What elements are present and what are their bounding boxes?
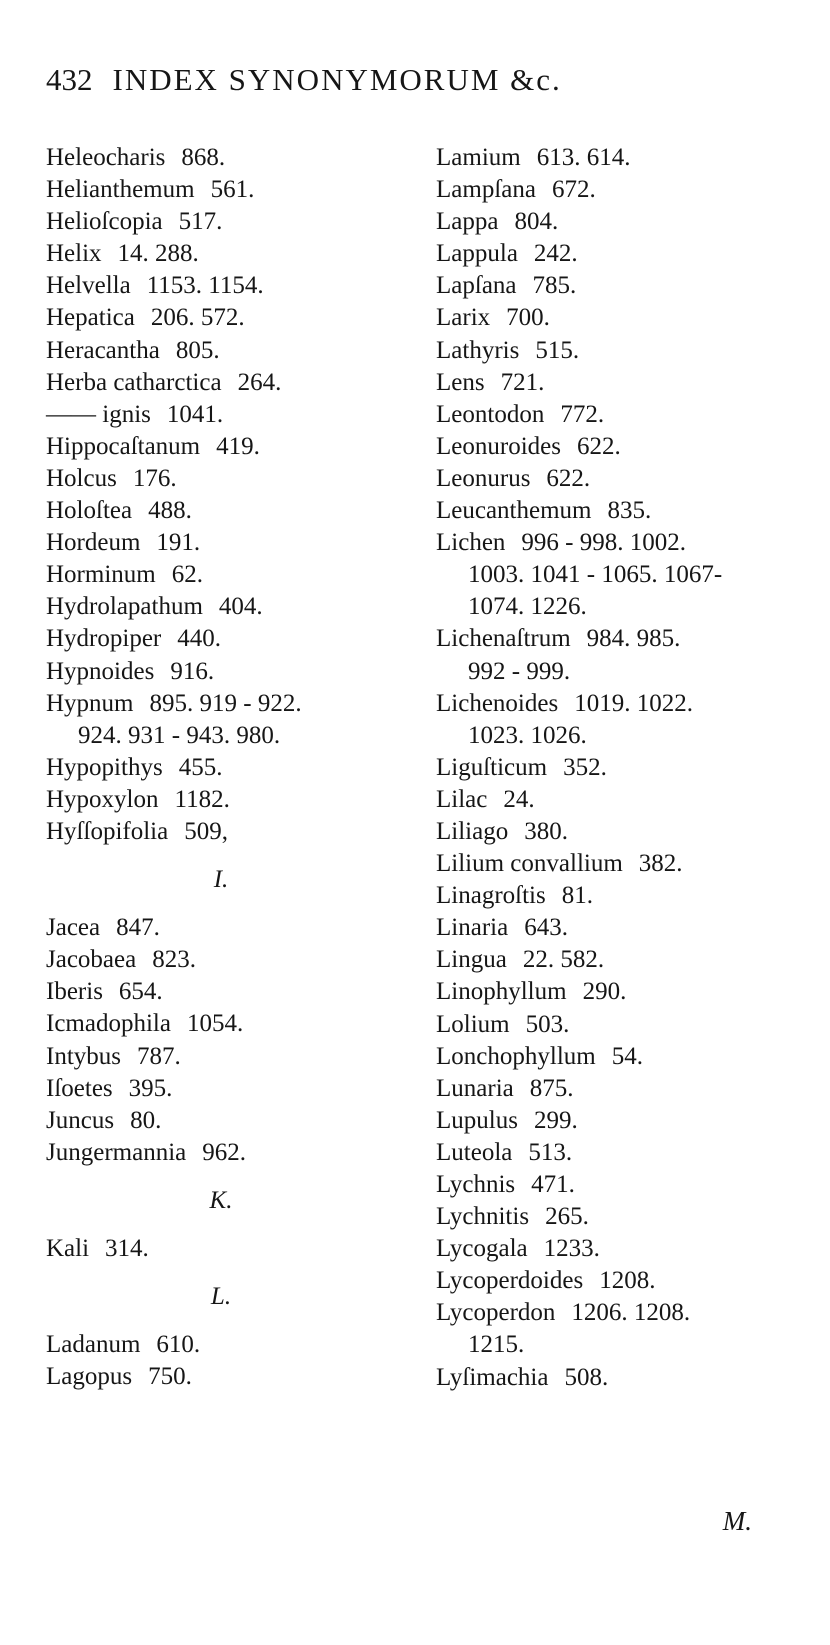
index-term: Hyſſopifolia — [46, 817, 169, 845]
page-references: 1206. 1208. — [571, 1299, 691, 1327]
index-term: Leontodon — [436, 400, 545, 428]
index-term: Leonuroides — [436, 432, 561, 460]
page-references: 622. — [576, 432, 621, 460]
page-references: 962. — [202, 1138, 246, 1166]
index-entry — [46, 431, 396, 463]
index-entry — [46, 142, 396, 174]
page-references: 508. — [564, 1363, 609, 1391]
page-references: 610. — [156, 1331, 201, 1359]
index-term: Intybus — [46, 1042, 121, 1070]
index-entry — [436, 1233, 806, 1265]
index-entry — [436, 623, 806, 655]
index-term: Lappula — [436, 240, 518, 268]
index-term: Lampſana — [436, 176, 536, 204]
page-references: 517. — [178, 208, 223, 236]
index-term: Lychnitis — [436, 1203, 530, 1231]
section-letter: I. — [213, 866, 229, 894]
index-entry-continuation: 1215. — [468, 1331, 525, 1359]
index-entry — [436, 206, 806, 238]
index-term: Luteola — [436, 1138, 513, 1166]
page-references: 721. — [500, 368, 545, 396]
index-term: Hydrolapathum — [46, 593, 203, 621]
index-term: Holcus — [46, 464, 117, 492]
page-references: 176. — [132, 464, 177, 492]
index-term: Horminum — [46, 561, 156, 589]
index-entry-continuation: 1074. 1226. — [468, 593, 587, 621]
index-entry — [436, 335, 806, 367]
index-term: —— ignis — [46, 400, 151, 428]
index-entry — [46, 206, 396, 238]
index-entry — [46, 527, 396, 559]
page-references: 996 - 998. 1002. — [521, 529, 686, 557]
index-entry — [46, 1361, 396, 1393]
page-references: 1208. — [599, 1267, 656, 1295]
index-term: Lonchophyllum — [436, 1042, 596, 1070]
index-entry — [46, 591, 396, 623]
index-term: Hydropiper — [46, 625, 162, 653]
index-term: Leonurus — [436, 464, 531, 492]
running-title: INDEX SYNONYMORUM &c. — [112, 62, 562, 97]
index-term: Icmadophila — [46, 1010, 171, 1038]
index-entry — [436, 142, 806, 174]
index-entry — [46, 816, 396, 848]
page-references: 1019. 1022. — [574, 689, 693, 717]
index-entry — [46, 270, 396, 302]
index-term: Linaria — [436, 914, 509, 942]
page-references: 404. — [218, 593, 263, 621]
index-term: Linophyllum — [436, 978, 567, 1006]
index-entry — [46, 302, 396, 334]
index-term: Hypopithys — [46, 753, 163, 781]
index-term: Lupulus — [436, 1106, 518, 1134]
index-entry — [46, 752, 396, 784]
page-references: 62. — [171, 561, 203, 589]
spacer — [46, 1217, 396, 1233]
page-references: 81. — [561, 882, 593, 910]
index-term: Jungermannia — [46, 1138, 187, 1166]
index-term: Heleocharis — [46, 144, 166, 171]
page-references: 868. — [181, 144, 226, 171]
index-entry — [46, 495, 396, 527]
index-entry — [436, 431, 806, 463]
index-entry — [46, 1073, 396, 1105]
index-term: Herba catharctica — [46, 368, 222, 396]
index-term: Linagroſtis — [436, 882, 546, 910]
page-references: 513. — [528, 1138, 573, 1166]
index-entry — [46, 944, 396, 976]
index-term: Hypoxylon — [46, 785, 159, 813]
index-term: Lens — [436, 368, 485, 396]
page-references: 515. — [535, 336, 580, 364]
page-references: 395. — [128, 1074, 173, 1102]
spacer — [46, 1265, 396, 1281]
page-references: 654. — [118, 978, 163, 1006]
page-references: 1054. — [186, 1010, 244, 1038]
page-references: 14. 288. — [117, 240, 199, 268]
index-entry — [436, 463, 806, 495]
page-references: 772. — [560, 400, 605, 428]
index-term: Hepatica — [46, 304, 135, 332]
index-entry — [46, 1329, 396, 1361]
index-entry — [436, 270, 806, 302]
index-entry-continuation: 1023. 1026. — [468, 721, 587, 749]
index-entry — [46, 335, 396, 367]
page-references: 823. — [152, 946, 196, 974]
page-references: 509, — [184, 817, 228, 845]
index-entry — [436, 1201, 806, 1233]
spacer — [46, 1169, 396, 1185]
index-term: Lycoperdoides — [436, 1267, 584, 1295]
index-term: Lilac — [436, 785, 488, 813]
section-letter: K. — [209, 1186, 233, 1214]
index-entry — [436, 912, 806, 944]
index-term: Lyſimachia — [436, 1363, 549, 1391]
index-term: Heracantha — [46, 336, 160, 364]
index-term: Hordeum — [46, 529, 141, 557]
page-references: 290. — [582, 978, 627, 1006]
index-entry — [436, 944, 806, 976]
page-references: 613. 614. — [536, 144, 631, 171]
index-entry — [436, 1137, 806, 1169]
page-references: 54. — [611, 1042, 643, 1070]
index-entry — [436, 1265, 806, 1297]
index-entry — [46, 238, 396, 270]
index-entry — [46, 912, 396, 944]
page-references: 805. — [175, 336, 220, 364]
index-entry — [436, 976, 806, 1008]
index-entry — [436, 238, 806, 270]
index-entry — [46, 463, 396, 495]
index-term: Larix — [436, 304, 491, 332]
page-references: 1233. — [543, 1235, 600, 1263]
index-term: Lichenoides — [436, 689, 559, 717]
index-entry — [436, 495, 806, 527]
index-term: Lingua — [436, 946, 507, 974]
index-entry — [46, 367, 396, 399]
index-entry — [46, 1233, 396, 1265]
index-entry — [46, 784, 396, 816]
index-term: Helvella — [46, 272, 131, 300]
index-term: Lycoperdon — [436, 1299, 556, 1327]
index-term: Juncus — [46, 1106, 115, 1134]
index-term: Liliago — [436, 817, 509, 845]
index-term: Leucanthemum — [436, 497, 592, 525]
index-term: Iſoetes — [46, 1074, 113, 1102]
index-entry-continuation: 992 - 999. — [468, 657, 571, 685]
index-entry — [436, 1362, 806, 1394]
section-letter: L. — [210, 1283, 232, 1311]
page-references: 750. — [148, 1363, 192, 1391]
index-term: Hypnoides — [46, 657, 155, 685]
page-references: 419. — [216, 432, 260, 460]
page-references: 1041. — [166, 400, 224, 428]
index-entry — [436, 1169, 806, 1201]
page-references: 804. — [514, 208, 559, 236]
index-term: Lolium — [436, 1010, 510, 1038]
index-term: Lamium — [436, 144, 521, 171]
index-term: Ladanum — [46, 1331, 141, 1359]
page-references: 265. — [545, 1203, 589, 1231]
page-references: 382. — [638, 850, 683, 878]
index-term: Holoſtea — [46, 497, 133, 525]
page-references: 895. 919 - 922. — [149, 689, 302, 717]
page-references: 455. — [178, 753, 223, 781]
index-term: Lycogala — [436, 1235, 528, 1263]
page-references: 847. — [116, 914, 160, 942]
index-entry — [46, 1105, 396, 1137]
page-references: 24. — [503, 785, 535, 813]
page-references: 875. — [529, 1074, 574, 1102]
index-entry — [436, 1105, 806, 1137]
running-header — [46, 62, 786, 108]
page-references: 1153. 1154. — [146, 272, 264, 300]
page-references: 984. 985. — [586, 625, 681, 653]
index-entry — [46, 1137, 396, 1169]
index-entry — [46, 1008, 396, 1040]
index-term: Hippocaſtanum — [46, 432, 201, 460]
page-references: 700. — [506, 304, 550, 332]
index-entry — [436, 1009, 806, 1041]
index-entry — [46, 688, 396, 720]
index-term: Lapſana — [436, 272, 517, 300]
spacer — [46, 896, 396, 912]
page-references: 622. — [546, 464, 591, 492]
index-term: Lychnis — [436, 1171, 516, 1198]
page-references: 916. — [170, 657, 215, 685]
page-references: 672. — [551, 176, 596, 204]
index-entry — [436, 527, 806, 559]
page-references: 440. — [177, 625, 221, 653]
index-entry — [436, 752, 806, 784]
page-references: 380. — [524, 817, 568, 845]
index-term: Lathyris — [436, 336, 520, 364]
page-references: 242. — [533, 240, 578, 268]
index-entry — [436, 1041, 806, 1073]
spacer — [46, 1313, 396, 1329]
catchword: M. — [722, 1506, 752, 1536]
index-term: Jacea — [46, 914, 101, 942]
index-entry — [436, 174, 806, 206]
index-term: Jacobaea — [46, 946, 137, 974]
index-term: Lappa — [436, 208, 499, 236]
index-term: Lilium convallium — [436, 850, 623, 878]
page-references: 299. — [533, 1106, 578, 1134]
page-references: 561. — [210, 176, 255, 204]
page-number: 432 — [46, 62, 93, 97]
index-entry — [46, 399, 396, 431]
page-references: 352. — [563, 753, 607, 781]
index-term: Lagopus — [46, 1363, 133, 1391]
page-references: 191. — [156, 529, 201, 557]
index-term: Helix — [46, 240, 102, 268]
page-references: 314. — [105, 1235, 149, 1262]
index-term: Lichen — [436, 529, 506, 557]
spacer — [46, 848, 396, 864]
index-term: Liguſticum — [436, 753, 548, 781]
index-entry — [436, 848, 806, 880]
index-entry — [436, 784, 806, 816]
index-entry — [436, 1297, 806, 1329]
index-entry — [436, 816, 806, 848]
index-entry — [436, 302, 806, 334]
page-references: 206. 572. — [150, 304, 245, 332]
page-references: 787. — [137, 1042, 181, 1070]
page-references: 785. — [532, 272, 577, 300]
index-term: Lunaria — [436, 1074, 514, 1102]
page-references: 22. 582. — [522, 946, 605, 974]
index-entry — [436, 399, 806, 431]
page-references: 264. — [237, 368, 282, 396]
index-column-right — [436, 142, 806, 1394]
page-references: 835. — [607, 497, 652, 525]
index-entry-continuation: 924. 931 - 943. 980. — [78, 721, 281, 749]
index-entry — [46, 623, 396, 655]
index-entry — [46, 559, 396, 591]
index-entry — [46, 656, 396, 688]
page-references: 1182. — [174, 785, 230, 813]
index-term: Lichenaſtrum — [436, 625, 571, 653]
index-entry — [46, 1041, 396, 1073]
index-column-left — [46, 142, 396, 1393]
page-references: 643. — [524, 914, 568, 942]
page-references: 471. — [531, 1171, 575, 1198]
index-entry — [46, 976, 396, 1008]
index-entry — [436, 367, 806, 399]
index-entry-continuation: 1003. 1041 - 1065. 1067- — [468, 561, 723, 589]
page-references: 80. — [130, 1106, 162, 1134]
page-references: 488. — [148, 497, 192, 525]
page-references: 503. — [525, 1010, 570, 1038]
index-entry — [46, 174, 396, 206]
index-entry — [436, 880, 806, 912]
index-entry — [436, 688, 806, 720]
index-term: Kali — [46, 1235, 90, 1262]
index-term: Iberis — [46, 978, 103, 1006]
index-entry — [436, 1073, 806, 1105]
index-term: Helioſcopia — [46, 208, 163, 236]
index-term: Helianthemum — [46, 176, 195, 204]
index-term: Hypnum — [46, 689, 134, 717]
